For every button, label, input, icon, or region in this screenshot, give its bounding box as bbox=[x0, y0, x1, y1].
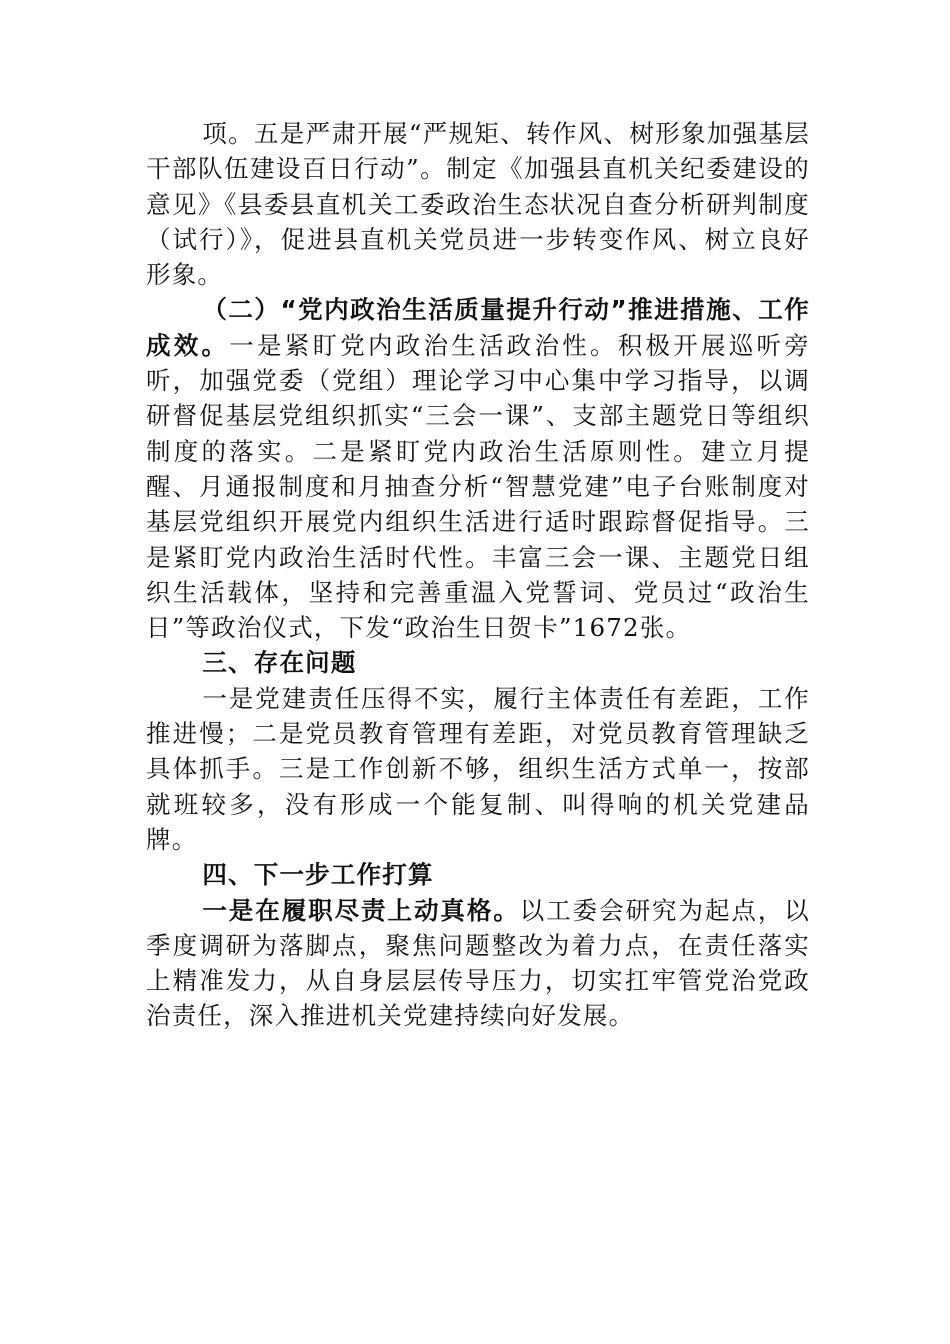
heading-existing-problems: 三、存在问题 bbox=[202, 648, 357, 678]
paragraph-section-two bbox=[146, 292, 810, 645]
paragraph-problems: 一是党建责任压得不实，履行主体责任有差距，工作推进慢；二是党员教育管理有差距，对党员教育管理缺乏具体抓手。三是工作创新不够，组织生活方式单一，按部就班较多，没有形成一个能复制、叫得响的机关党建品牌。 bbox=[146, 683, 810, 854]
next-steps-lead: 一是在履职尽责上动真格。 bbox=[202, 895, 520, 925]
next-steps-body: 以工委会研究为起点，以季度调研为落脚点，聚焦问题整改为着力点，在责任落实上精准发力，从自身层层传导压力，切实扛牢管党治党政治责任，深入推进机关党建持续向好发展。 bbox=[146, 895, 811, 1031]
section-two-lead-heading: （二）“党内政治生活质量提升行动”推进措施、工作成效。 bbox=[146, 295, 810, 360]
document-page bbox=[146, 116, 810, 1034]
paragraph-continuation: 项。五是严肃开展“严规矩、转作风、树形象加强基层干部队伍建设百日行动”。制定《加强县直机关纪委建设的意见》《县委县直机关工委政治生态状况自查分析研判制度（试行）》，促进县直机关党员进一步转变作风、树立良好形象。 bbox=[146, 119, 810, 290]
heading-next-steps: 四、下一步工作打算 bbox=[202, 860, 434, 890]
section-two-body: 一是紧盯党内政治生活政治性。积极开展巡听旁听，加强党委（党组）理论学习中心集中学习指导，以调研督促基层党组织抓实“三会一课”、支部主题党日等组织制度的落实。二是紧盯党内政治生活原则性。建立月提醒、月通报制度和月抽查分析“智慧党建”电子台账制度对基层党组织开展党内组织生活进行适时跟踪督促指导。三是紧盯党内政治生活时代性。丰富三会一课、主题党日组织生活载体，坚持和完善重温入党誓词、党员过“政治生日”等政治仪式，下发“政治生日贺卡”1672张。 bbox=[146, 330, 810, 643]
paragraph-next-steps bbox=[146, 893, 810, 1034]
